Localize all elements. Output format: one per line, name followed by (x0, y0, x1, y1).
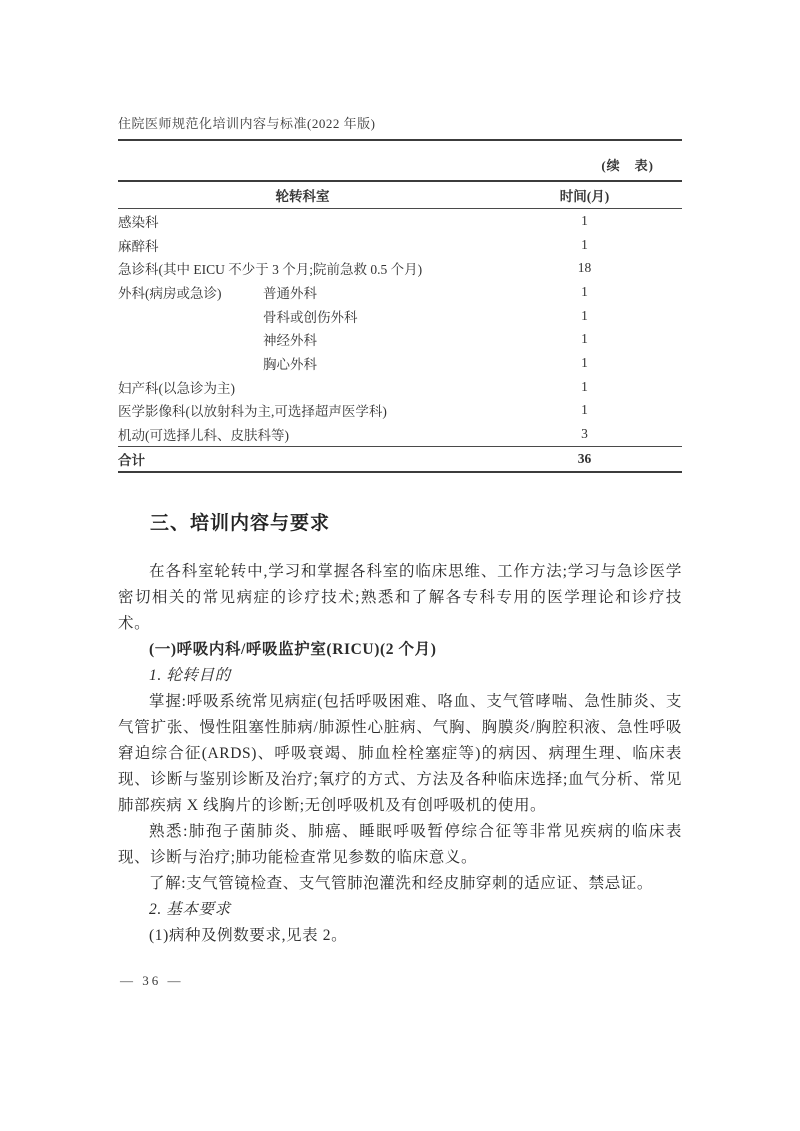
intro-paragraph: 在各科室轮转中,学习和掌握各科室的临床思维、工作方法;学习与急诊医学密切相关的常见病症的诊疗技术;熟悉和了解各专科专用的医学理论和诊疗技术。 (118, 563, 682, 632)
total-label: 合计 (118, 452, 145, 468)
table-row (118, 375, 682, 399)
sub-dept-label: 骨科或创伤外科 (263, 309, 358, 325)
table-row (118, 399, 682, 423)
table-row (118, 351, 682, 375)
time-value: 1 (581, 307, 588, 323)
table-row (118, 304, 682, 328)
subsection-heading: (一)呼吸内科/呼吸监护室(RICU)(2 个月) (149, 641, 437, 658)
dept-label: 医学影像科(以放射科为主,可选择超声医学科) (118, 404, 387, 420)
dept-label: 急诊科(其中 EICU 不少于 3 个月;院前急救 0.5 个月) (118, 262, 423, 278)
table-header-dept: 轮转科室 (275, 189, 330, 204)
table-total-row (118, 446, 682, 471)
page-number: — 36 — (120, 973, 184, 988)
time-value: 1 (581, 402, 588, 418)
paragraph-understand: 了解:支气管镜检查、支气管肺泡灌洗和经皮肺穿刺的适应证、禁忌证。 (149, 875, 654, 892)
table-continued-label: (续 表) (601, 158, 654, 173)
time-value: 1 (581, 331, 588, 347)
item-basic-requirements: 2. 基本要求 (149, 901, 231, 918)
rotation-table (118, 180, 682, 473)
sub-dept-label: 胸心外科 (263, 356, 317, 372)
dept-label: 外科(病房或急诊) (118, 285, 222, 301)
table-row (118, 280, 682, 304)
time-value: 1 (581, 354, 588, 370)
section-heading: 三、培训内容与要求 (150, 513, 331, 534)
time-value: 3 (581, 426, 588, 442)
paragraph-requirement: (1)病种及例数要求,见表 2。 (149, 927, 348, 944)
dept-label: 机动(可选择儿科、皮肤科等) (118, 428, 289, 444)
dept-label: 妇产科(以急诊为主) (118, 380, 235, 396)
item-rotation-purpose: 1. 轮转目的 (149, 667, 231, 684)
table-row (118, 327, 682, 351)
dept-label: 麻醉科 (118, 238, 159, 254)
table-header-time: 时间(月) (559, 189, 610, 204)
table-row (118, 256, 682, 280)
time-value: 18 (577, 260, 592, 276)
sub-dept-label: 普通外科 (263, 285, 317, 301)
dept-label: 感染科 (118, 214, 159, 230)
time-value: 1 (581, 378, 588, 394)
table-row (118, 209, 682, 233)
paragraph-familiar: 熟悉:肺孢子菌肺炎、肺癌、睡眠呼吸暂停综合征等非常见疾病的临床表现、诊断与治疗;肺功能检查常见参数的临床意义。 (118, 823, 682, 866)
time-value: 1 (581, 283, 588, 299)
table-row (118, 233, 682, 257)
table-row (118, 422, 682, 446)
total-value: 36 (577, 450, 592, 466)
body-text (118, 511, 682, 949)
time-value: 1 (581, 236, 588, 252)
paragraph-master: 掌握:呼吸系统常见病症(包括呼吸困难、咯血、支气管哮喘、急性肺炎、支气管扩张、慢性阻塞性肺病/肺源性心脏病、气胸、胸膜炎/胸腔积液、急性呼吸窘迫综合征(ARDS)、呼吸衰竭、肺血栓栓塞症等)的病因、病理生理、临床表现、诊断与鉴别诊断及治疗;氧疗的方式、方法及各种临床选择;血气分析、常见肺部疾病 X 线胸片的诊断;无创呼吸机及有创呼吸机的使用。 (118, 693, 682, 814)
table-header-row (118, 182, 682, 209)
running-header: 住院医师规范化培训内容与标准(2022 年版) (118, 116, 376, 131)
sub-dept-label: 神经外科 (263, 333, 317, 349)
time-value: 1 (581, 212, 588, 228)
header-rule (118, 139, 682, 141)
